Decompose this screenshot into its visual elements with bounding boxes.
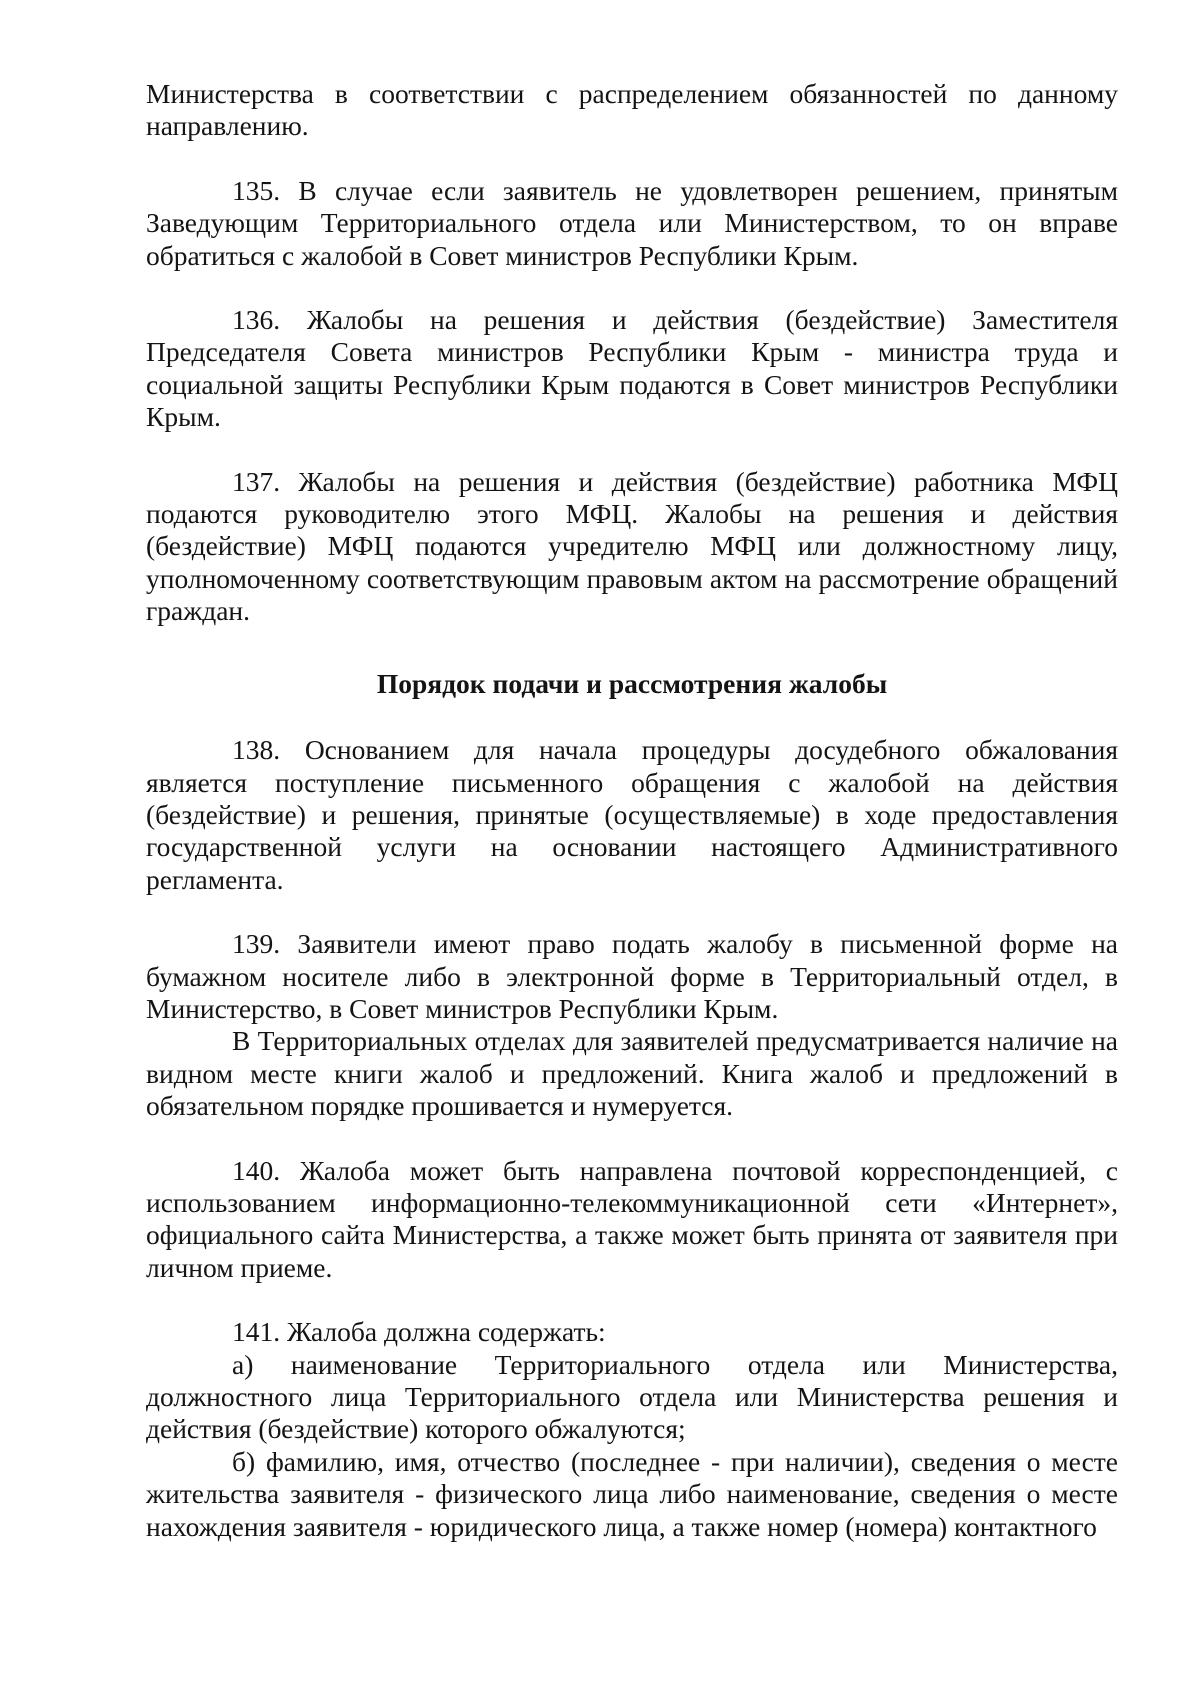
paragraph-141: 141. Жалоба должна содержать: <box>232 1316 606 1348</box>
section-heading: Порядок подачи и рассмотрения жалобы <box>376 667 888 699</box>
paragraph-140: 140. Жалоба может быть направлена почтовой корреспонденцией, с использованием информационно-телекоммуникационной сети «Интернет», официального сайта Министерства, а также может быть принята от заявителя при личном приеме. <box>146 1154 1118 1283</box>
paragraph-139-continuation: В Территориальных отделах для заявителей предусматривается наличие на видном месте книги жалоб и предложений. Книга жалоб и предложений в обязательном порядке прошивается и нумеруется. <box>146 1025 1118 1122</box>
paragraph-141-item-a: а) наименование Территориального отдела или Министерства, должностного лица Территориального отдела или Министерства решения и действия (бездействие) которого обжалуются; <box>146 1348 1118 1445</box>
paragraph-138: 138. Основанием для начала процедуры досудебного обжалования является поступление письменного обращения с жалобой на действия (бездействие) и решения, принятые (осуществляемые) в ходе предоставления государственной услуги на основании настоящего Административного регламента. <box>146 734 1118 895</box>
document-page <box>146 78 1118 1543</box>
paragraph-139: 139. Заявители имеют право подать жалобу в письменной форме на бумажном носителе либо в электронной форме в Территориальный отдел, в Министерство, в Совет министров Республики Крым. <box>146 928 1118 1024</box>
paragraph-141-item-b: б) фамилию, имя, отчество (последнее - при наличии), сведения о месте жительства заявителя - физического лица либо наименование, сведения о месте нахождения заявителя - юридического лица, а также номер (номера) контактного <box>146 1445 1118 1542</box>
paragraph-136: 136. Жалобы на решения и действия (бездействие) Заместителя Председателя Совета министров Республики Крым - министра труда и социальной защиты Республики Крым подаются в Совет министров Республики Крым. <box>146 304 1118 433</box>
paragraph-137: 137. Жалобы на решения и действия (бездействие) работника МФЦ подаются руководителю этого МФЦ. Жалобы на решения и действия (бездействие) МФЦ подаются учредителю МФЦ или должностному лицу, уполномоченному соответствующим правовым актом на рассмотрение обращений граждан. <box>146 465 1118 627</box>
paragraph-continuation: Министерства в соответствии с распределением обязанностей по данному направлению. <box>146 78 1118 142</box>
paragraph-135: 135. В случае если заявитель не удовлетворен решением, принятым Заведующим Территориального отдела или Министерством, то он вправе обратиться с жалобой в Совет министров Республики Крым. <box>146 174 1118 271</box>
